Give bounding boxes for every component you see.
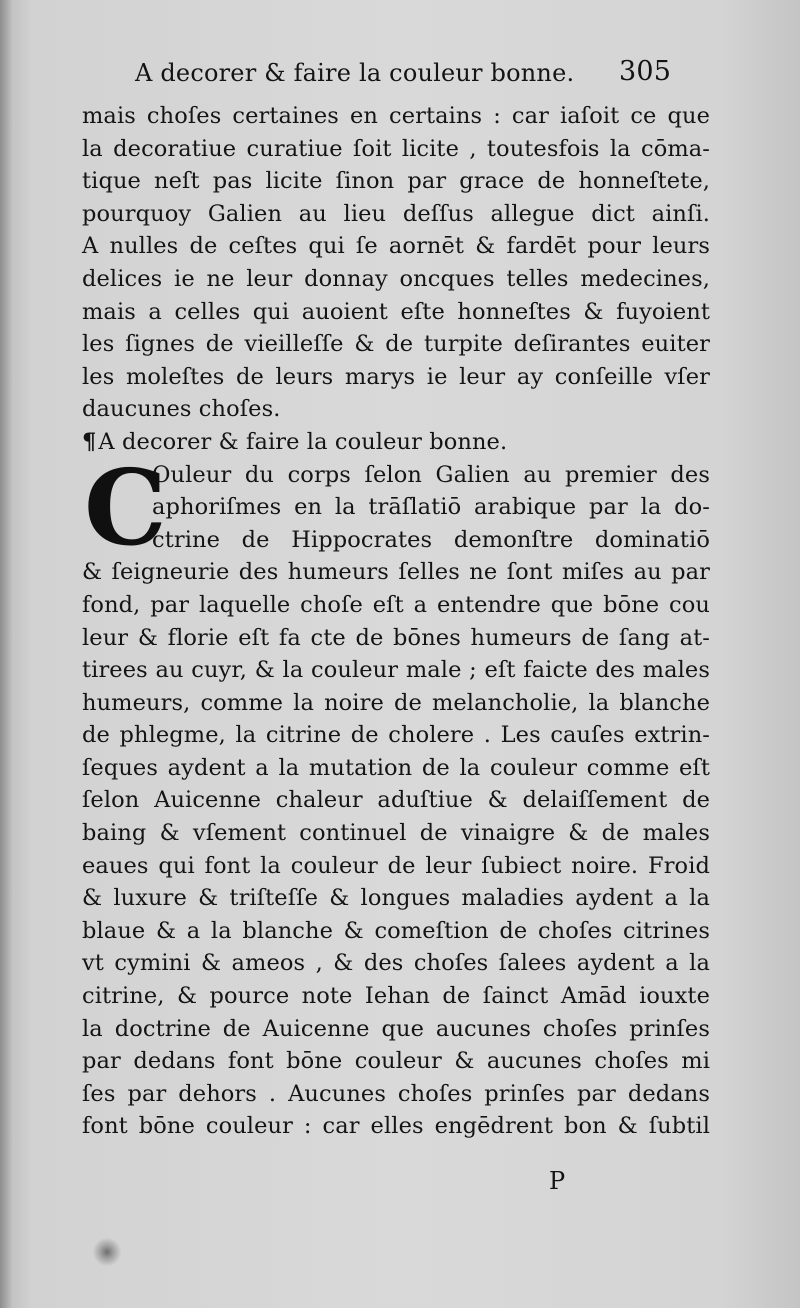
text-line: leur & florie eſt fa cte de bōnes humeurs de ſang at- xyxy=(82,624,710,651)
text-line: la doctrine de Auicenne que aucunes choſes prinſes xyxy=(82,1015,710,1042)
text-line: pourquoy Galien au lieu deſſus allegue dict ainſi. xyxy=(82,200,710,227)
text-line: tique neſt pas licite ſinon par grace de honneſtete, xyxy=(82,168,710,195)
text-line: mais a celles qui auoient eſte honneſtes & fuyoient xyxy=(82,298,710,325)
text-line: ſeques aydent a la mutation de la couleur comme eſt xyxy=(82,754,710,781)
text-line: mais choſes certaines en certains : car iaſoit ce que xyxy=(82,103,710,129)
page-gutter-shadow xyxy=(0,0,14,1308)
signature-mark: P xyxy=(549,1167,566,1195)
text-line: blaue & a la blanche & comeſtion de choſes citrines xyxy=(82,917,710,944)
text-line: daucunes choſes. xyxy=(82,396,281,423)
section-heading xyxy=(82,426,710,459)
text-line: les ſignes de vieilleſſe & de turpite deſirantes euiter xyxy=(82,331,710,358)
text-line: vt cymini & ameos , & des choſes ſalees aydent a la xyxy=(82,950,710,977)
section-heading-text: A decorer & faire la couleur bonne. xyxy=(98,428,508,455)
text-line: ſelon Auicenne chaleur aduſtiue & delaiſſement de xyxy=(82,787,710,814)
text-line: tirees au cuyr, & la couleur male ; eſt faicte des males xyxy=(82,657,710,684)
page-number: 305 xyxy=(619,56,672,87)
running-head xyxy=(135,56,755,90)
text-line: de phlegme, la citrine de cholere . Les cauſes extrin- xyxy=(82,722,710,749)
text-line: citrine, & pource note Iehan de ſainct Amād iouxte xyxy=(82,983,710,1010)
text-line: fond, par laquelle choſe eſt a entendre que bōne cou xyxy=(82,591,710,618)
text-line: A nulles de ceſtes qui ſe aornēt & fardēt pour leurs xyxy=(82,233,710,260)
text-line: baing & vſement continuel de vinaigre & de males xyxy=(82,820,710,847)
text-line: & ſeigneurie des humeurs ſelles ne ſont miſes au par xyxy=(82,559,710,586)
text-line: ctrine de Hippocrates demonſtre dominatiō xyxy=(152,526,710,553)
text-line: aphoriſmes en la trāſlatiō arabique par la do- xyxy=(152,494,710,521)
text-line: ſes par dehors . Aucunes choſes prinſes par dedans xyxy=(82,1080,710,1107)
text-line: par dedans font bōne couleur & aucunes choſes mi xyxy=(82,1048,710,1075)
text-line: & luxure & triſteſſe & longues maladies aydent a la xyxy=(82,885,710,912)
text-line: font bōne couleur : car elles engēdrent bon & ſubtil xyxy=(82,1113,710,1140)
text-line: eaues qui font la couleur de leur ſubiect noire. Froid xyxy=(82,852,710,879)
text-line: la decoratiue curatiue ſoit licite , toutesfois la cōma- xyxy=(82,135,710,162)
ink-smudge xyxy=(92,1238,122,1266)
body-text xyxy=(82,100,710,1143)
running-title: A decorer & faire la couleur bonne. xyxy=(135,59,575,87)
text-line: Ouleur du corps ſelon Galien au premier des xyxy=(152,461,710,488)
text-line: delices ie ne leur donnay oncques telles medecines, xyxy=(82,265,710,292)
pilcrow-mark: ¶ xyxy=(82,428,97,455)
text-line: humeurs, comme la noire de melancholie, la blanche xyxy=(82,689,710,716)
drop-initial: C xyxy=(84,446,167,569)
text-line: les moleſtes de leurs marys ie leur ay conſeille vſer xyxy=(82,363,710,390)
